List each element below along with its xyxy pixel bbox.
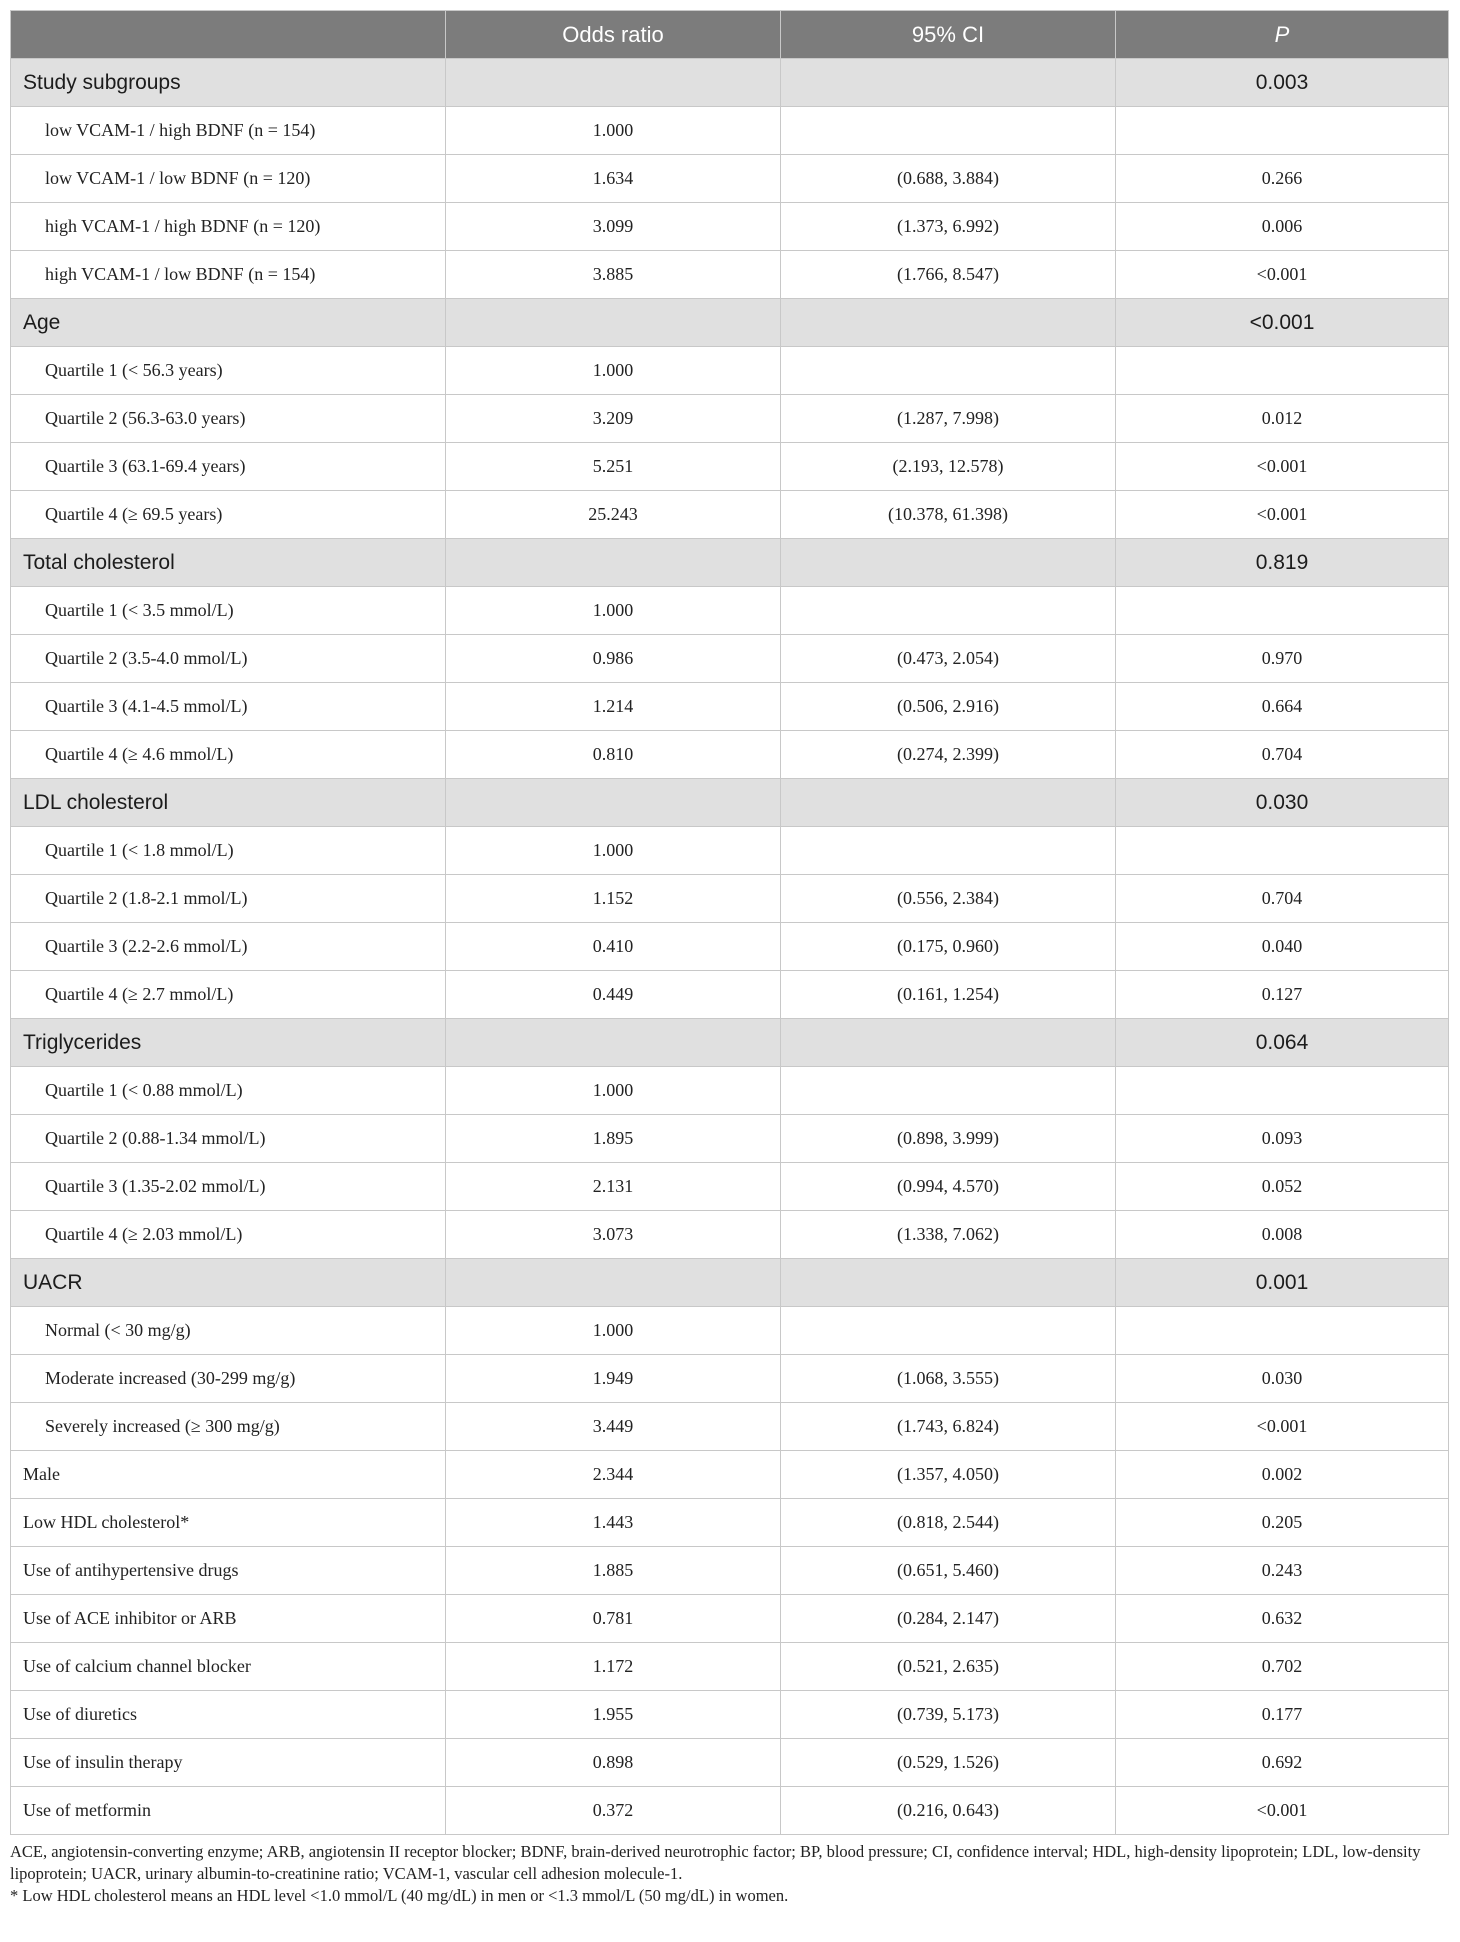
table-row: [11, 443, 1449, 491]
header-ci: 95% CI: [781, 11, 1116, 59]
table-row: [11, 203, 1449, 251]
p-value-cell: 0.664: [1116, 683, 1449, 731]
ci-cell: (0.506, 2.916): [781, 683, 1116, 731]
row-label: Quartile 1 (< 1.8 mmol/L): [11, 827, 446, 875]
ci-cell: [781, 539, 1116, 587]
table-row: [11, 1163, 1449, 1211]
ci-cell: (10.378, 61.398): [781, 491, 1116, 539]
ci-cell: (0.651, 5.460): [781, 1547, 1116, 1595]
ci-cell: (1.357, 4.050): [781, 1451, 1116, 1499]
odds-ratio-cell: 3.099: [446, 203, 781, 251]
ci-cell: (0.688, 3.884): [781, 155, 1116, 203]
ci-cell: [781, 1307, 1116, 1355]
ci-cell: [781, 299, 1116, 347]
row-label: Use of diuretics: [11, 1691, 446, 1739]
p-value-cell: <0.001: [1116, 299, 1449, 347]
p-value-cell: <0.001: [1116, 491, 1449, 539]
p-value-cell: 0.266: [1116, 155, 1449, 203]
table-row: [11, 347, 1449, 395]
header-p: P: [1116, 11, 1449, 59]
odds-ratio-cell: 1.634: [446, 155, 781, 203]
row-label: low VCAM-1 / low BDNF (n = 120): [11, 155, 446, 203]
ci-cell: (0.898, 3.999): [781, 1115, 1116, 1163]
odds-ratio-cell: [446, 59, 781, 107]
row-label: Quartile 3 (4.1-4.5 mmol/L): [11, 683, 446, 731]
odds-ratio-cell: 1.895: [446, 1115, 781, 1163]
odds-ratio-cell: 1.000: [446, 107, 781, 155]
p-value-cell: 0.006: [1116, 203, 1449, 251]
p-value-cell: <0.001: [1116, 443, 1449, 491]
ci-cell: [781, 1259, 1116, 1307]
ci-cell: (1.287, 7.998): [781, 395, 1116, 443]
ci-cell: (1.743, 6.824): [781, 1403, 1116, 1451]
table-row: [11, 1115, 1449, 1163]
p-value-cell: 0.040: [1116, 923, 1449, 971]
table-row: [11, 683, 1449, 731]
odds-ratio-cell: 1.000: [446, 1067, 781, 1115]
table-row: [11, 1211, 1449, 1259]
odds-ratio-cell: 3.885: [446, 251, 781, 299]
row-label: Use of ACE inhibitor or ARB: [11, 1595, 446, 1643]
table-row: [11, 1067, 1449, 1115]
p-value-cell: 0.970: [1116, 635, 1449, 683]
odds-ratio-cell: 1.000: [446, 587, 781, 635]
table-row: [11, 827, 1449, 875]
row-label: Quartile 2 (0.88-1.34 mmol/L): [11, 1115, 446, 1163]
ci-cell: [781, 1019, 1116, 1067]
ci-cell: (0.529, 1.526): [781, 1739, 1116, 1787]
row-label: Normal (< 30 mg/g): [11, 1307, 446, 1355]
p-value-cell: 0.001: [1116, 1259, 1449, 1307]
row-label: Male: [11, 1451, 446, 1499]
p-value-cell: <0.001: [1116, 1787, 1449, 1835]
header-variable: [11, 11, 446, 59]
row-label: high VCAM-1 / low BDNF (n = 154): [11, 251, 446, 299]
ci-cell: (1.766, 8.547): [781, 251, 1116, 299]
odds-ratio-cell: 3.073: [446, 1211, 781, 1259]
ci-cell: (0.161, 1.254): [781, 971, 1116, 1019]
odds-ratio-cell: [446, 1019, 781, 1067]
ci-cell: (0.175, 0.960): [781, 923, 1116, 971]
odds-ratio-cell: 1.152: [446, 875, 781, 923]
odds-ratio-cell: 3.449: [446, 1403, 781, 1451]
p-value-cell: 0.127: [1116, 971, 1449, 1019]
odds-ratio-cell: 0.898: [446, 1739, 781, 1787]
p-value-cell: 0.093: [1116, 1115, 1449, 1163]
hdl-footnote: * Low HDL cholesterol means an HDL level <1.0 mmol/L (40 mg/dL) in men or <1.3 mmol/L (50 mg/dL) in women.: [10, 1886, 789, 1905]
p-value-cell: 0.030: [1116, 779, 1449, 827]
row-label: LDL cholesterol: [11, 779, 446, 827]
odds-ratio-table: [10, 10, 1449, 1835]
p-value-cell: 0.692: [1116, 1739, 1449, 1787]
table-row: [11, 1739, 1449, 1787]
odds-ratio-cell: [446, 539, 781, 587]
table-row: [11, 1307, 1449, 1355]
table-row: [11, 635, 1449, 683]
p-value-cell: [1116, 347, 1449, 395]
table-row: [11, 1499, 1449, 1547]
odds-ratio-cell: 2.344: [446, 1451, 781, 1499]
odds-ratio-cell: 2.131: [446, 1163, 781, 1211]
ci-cell: (0.521, 2.635): [781, 1643, 1116, 1691]
group-header-row: [11, 1259, 1449, 1307]
table-row: [11, 491, 1449, 539]
p-value-cell: 0.003: [1116, 59, 1449, 107]
ci-cell: [781, 107, 1116, 155]
p-value-cell: <0.001: [1116, 1403, 1449, 1451]
row-label: Quartile 2 (3.5-4.0 mmol/L): [11, 635, 446, 683]
p-value-cell: [1116, 587, 1449, 635]
group-header-row: [11, 299, 1449, 347]
ci-cell: (1.068, 3.555): [781, 1355, 1116, 1403]
row-label: Quartile 4 (≥ 2.03 mmol/L): [11, 1211, 446, 1259]
p-value-cell: 0.819: [1116, 539, 1449, 587]
odds-ratio-cell: 1.000: [446, 827, 781, 875]
row-label: Use of antihypertensive drugs: [11, 1547, 446, 1595]
odds-ratio-cell: 5.251: [446, 443, 781, 491]
header-odds-ratio: Odds ratio: [446, 11, 781, 59]
table-row: [11, 1403, 1449, 1451]
header-row: [11, 11, 1449, 59]
row-label: Quartile 2 (56.3-63.0 years): [11, 395, 446, 443]
ci-cell: [781, 827, 1116, 875]
p-value-cell: 0.632: [1116, 1595, 1449, 1643]
odds-ratio-cell: 0.449: [446, 971, 781, 1019]
table-row: [11, 1451, 1449, 1499]
row-label: Study subgroups: [11, 59, 446, 107]
odds-ratio-cell: [446, 779, 781, 827]
row-label: Quartile 3 (63.1-69.4 years): [11, 443, 446, 491]
footnotes: [10, 1841, 1448, 1907]
table-row: [11, 1691, 1449, 1739]
ci-cell: (0.994, 4.570): [781, 1163, 1116, 1211]
odds-ratio-cell: [446, 299, 781, 347]
p-value-cell: 0.008: [1116, 1211, 1449, 1259]
group-header-row: [11, 1019, 1449, 1067]
row-label: Quartile 1 (< 0.88 mmol/L): [11, 1067, 446, 1115]
row-label: Quartile 1 (< 3.5 mmol/L): [11, 587, 446, 635]
p-value-cell: [1116, 827, 1449, 875]
group-header-row: [11, 539, 1449, 587]
row-label: Use of insulin therapy: [11, 1739, 446, 1787]
p-value-cell: 0.177: [1116, 1691, 1449, 1739]
p-value-cell: 0.704: [1116, 731, 1449, 779]
ci-cell: (1.373, 6.992): [781, 203, 1116, 251]
row-label: Age: [11, 299, 446, 347]
ci-cell: [781, 587, 1116, 635]
p-value-cell: 0.704: [1116, 875, 1449, 923]
table-row: [11, 1595, 1449, 1643]
table-row: [11, 395, 1449, 443]
table-row: [11, 1547, 1449, 1595]
row-label: Severely increased (≥ 300 mg/g): [11, 1403, 446, 1451]
table-row: [11, 1787, 1449, 1835]
table-container: [10, 10, 1448, 1907]
row-label: Use of calcium channel blocker: [11, 1643, 446, 1691]
odds-ratio-cell: 1.885: [446, 1547, 781, 1595]
odds-ratio-cell: 1.000: [446, 1307, 781, 1355]
odds-ratio-cell: 0.810: [446, 731, 781, 779]
p-value-cell: 0.052: [1116, 1163, 1449, 1211]
ci-cell: (2.193, 12.578): [781, 443, 1116, 491]
table-row: [11, 923, 1449, 971]
p-value-cell: [1116, 1067, 1449, 1115]
odds-ratio-cell: 0.781: [446, 1595, 781, 1643]
row-label: Use of metformin: [11, 1787, 446, 1835]
ci-cell: (0.818, 2.544): [781, 1499, 1116, 1547]
ci-cell: [781, 59, 1116, 107]
table-row: [11, 1643, 1449, 1691]
table-row: [11, 731, 1449, 779]
p-value-cell: 0.030: [1116, 1355, 1449, 1403]
ci-cell: (0.556, 2.384): [781, 875, 1116, 923]
odds-ratio-cell: 0.986: [446, 635, 781, 683]
table-row: [11, 1355, 1449, 1403]
row-label: Quartile 3 (1.35-2.02 mmol/L): [11, 1163, 446, 1211]
p-value-cell: 0.064: [1116, 1019, 1449, 1067]
table-row: [11, 251, 1449, 299]
odds-ratio-cell: 1.172: [446, 1643, 781, 1691]
odds-ratio-cell: 1.000: [446, 347, 781, 395]
odds-ratio-cell: 3.209: [446, 395, 781, 443]
p-value-cell: <0.001: [1116, 251, 1449, 299]
p-value-cell: 0.205: [1116, 1499, 1449, 1547]
group-header-row: [11, 779, 1449, 827]
table-row: [11, 107, 1449, 155]
p-value-cell: 0.012: [1116, 395, 1449, 443]
odds-ratio-cell: 1.955: [446, 1691, 781, 1739]
table-row: [11, 971, 1449, 1019]
odds-ratio-cell: [446, 1259, 781, 1307]
table-body: [11, 59, 1449, 1835]
odds-ratio-cell: 25.243: [446, 491, 781, 539]
table-row: [11, 587, 1449, 635]
row-label: low VCAM-1 / high BDNF (n = 154): [11, 107, 446, 155]
ci-cell: (0.473, 2.054): [781, 635, 1116, 683]
p-value-cell: [1116, 107, 1449, 155]
row-label: Quartile 3 (2.2-2.6 mmol/L): [11, 923, 446, 971]
ci-cell: [781, 779, 1116, 827]
table-row: [11, 155, 1449, 203]
row-label: Quartile 2 (1.8-2.1 mmol/L): [11, 875, 446, 923]
ci-cell: (0.216, 0.643): [781, 1787, 1116, 1835]
odds-ratio-cell: 1.949: [446, 1355, 781, 1403]
row-label: Quartile 4 (≥ 2.7 mmol/L): [11, 971, 446, 1019]
row-label: Low HDL cholesterol*: [11, 1499, 446, 1547]
row-label: Quartile 4 (≥ 4.6 mmol/L): [11, 731, 446, 779]
row-label: Total cholesterol: [11, 539, 446, 587]
p-value-cell: 0.002: [1116, 1451, 1449, 1499]
row-label: Triglycerides: [11, 1019, 446, 1067]
p-value-cell: 0.702: [1116, 1643, 1449, 1691]
row-label: Moderate increased (30-299 mg/g): [11, 1355, 446, 1403]
row-label: Quartile 4 (≥ 69.5 years): [11, 491, 446, 539]
ci-cell: (1.338, 7.062): [781, 1211, 1116, 1259]
odds-ratio-cell: 0.410: [446, 923, 781, 971]
ci-cell: [781, 1067, 1116, 1115]
p-value-cell: 0.243: [1116, 1547, 1449, 1595]
odds-ratio-cell: 0.372: [446, 1787, 781, 1835]
ci-cell: (0.274, 2.399): [781, 731, 1116, 779]
p-value-cell: [1116, 1307, 1449, 1355]
row-label: high VCAM-1 / high BDNF (n = 120): [11, 203, 446, 251]
row-label: UACR: [11, 1259, 446, 1307]
odds-ratio-cell: 1.214: [446, 683, 781, 731]
row-label: Quartile 1 (< 56.3 years): [11, 347, 446, 395]
table-row: [11, 875, 1449, 923]
group-header-row: [11, 59, 1449, 107]
odds-ratio-cell: 1.443: [446, 1499, 781, 1547]
ci-cell: [781, 347, 1116, 395]
ci-cell: (0.284, 2.147): [781, 1595, 1116, 1643]
abbreviations-note: ACE, angiotensin-converting enzyme; ARB, angiotensin II receptor blocker; BDNF, brain-derived neurotrophic factor; BP, blood pressure; CI, confidence interval; HDL, high-density lipoprotein; LDL, low-density lipoprotein; UACR, urinary albumin-to-creatinine ratio; VCAM-1, vascular cell adhesion molecule-1.: [10, 1842, 1421, 1883]
ci-cell: (0.739, 5.173): [781, 1691, 1116, 1739]
